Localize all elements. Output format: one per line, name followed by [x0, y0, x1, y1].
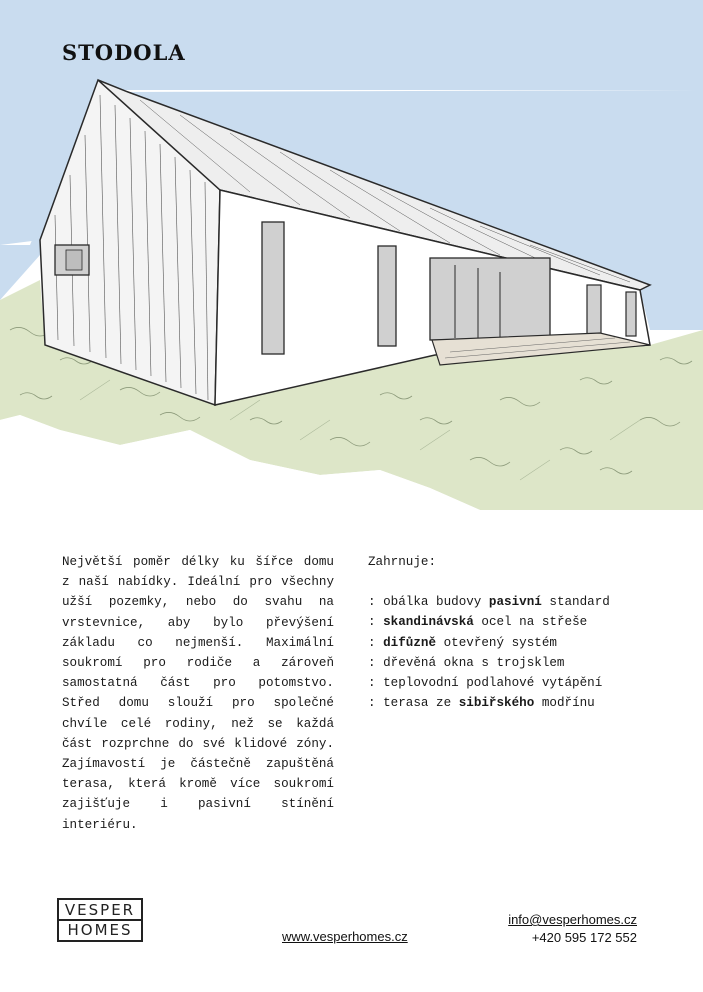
vesper-homes-logo	[57, 898, 143, 942]
logo-rule	[57, 898, 143, 900]
house-description: Největší poměr délky ku šířce domu z naší nabídky. Ideální pro všechny užší pozemky, nebo do svahu na vrstevnice, aby bylo převýšení základu co nejmenší. Maximální soukromí pro rodiče a zároveň samostatná část pro potomstvo. Střed domu slouží pro společné chvíle celé rodiny, než se každá část rozprchne do své klidové zóny. Zajímavostí je částečně zapuštěná terasa, která kromě více soukromí zajišťuje i pasivní stínění interiéru.	[62, 555, 334, 832]
feature-item: : skandinávská ocel na střeše	[368, 615, 588, 630]
website-link[interactable]: www.vesperhomes.cz	[282, 929, 408, 944]
feature-item: : difůzně otevřený systém	[368, 635, 557, 650]
phone-number: +420 595 172 552	[531, 930, 637, 945]
email-link[interactable]: info@vesperhomes.cz	[508, 912, 637, 927]
logo-line-2: HOMES	[67, 921, 133, 939]
contact-block	[508, 911, 637, 947]
feature-item: : dřevěná okna s trojsklem	[368, 655, 565, 670]
feature-item: : terasa ze sibiřského modřínu	[368, 696, 595, 711]
feature-item: : teplovodní podlahové vytápění	[368, 676, 603, 691]
page-title: STODOLA	[62, 40, 186, 65]
features-list	[368, 552, 668, 713]
logo-line-1: VESPER	[64, 901, 136, 919]
feature-item: : obálka budovy pasivní standard	[368, 595, 610, 610]
logo-rule	[57, 940, 143, 942]
features-heading: Zahrnuje:	[368, 555, 437, 569]
